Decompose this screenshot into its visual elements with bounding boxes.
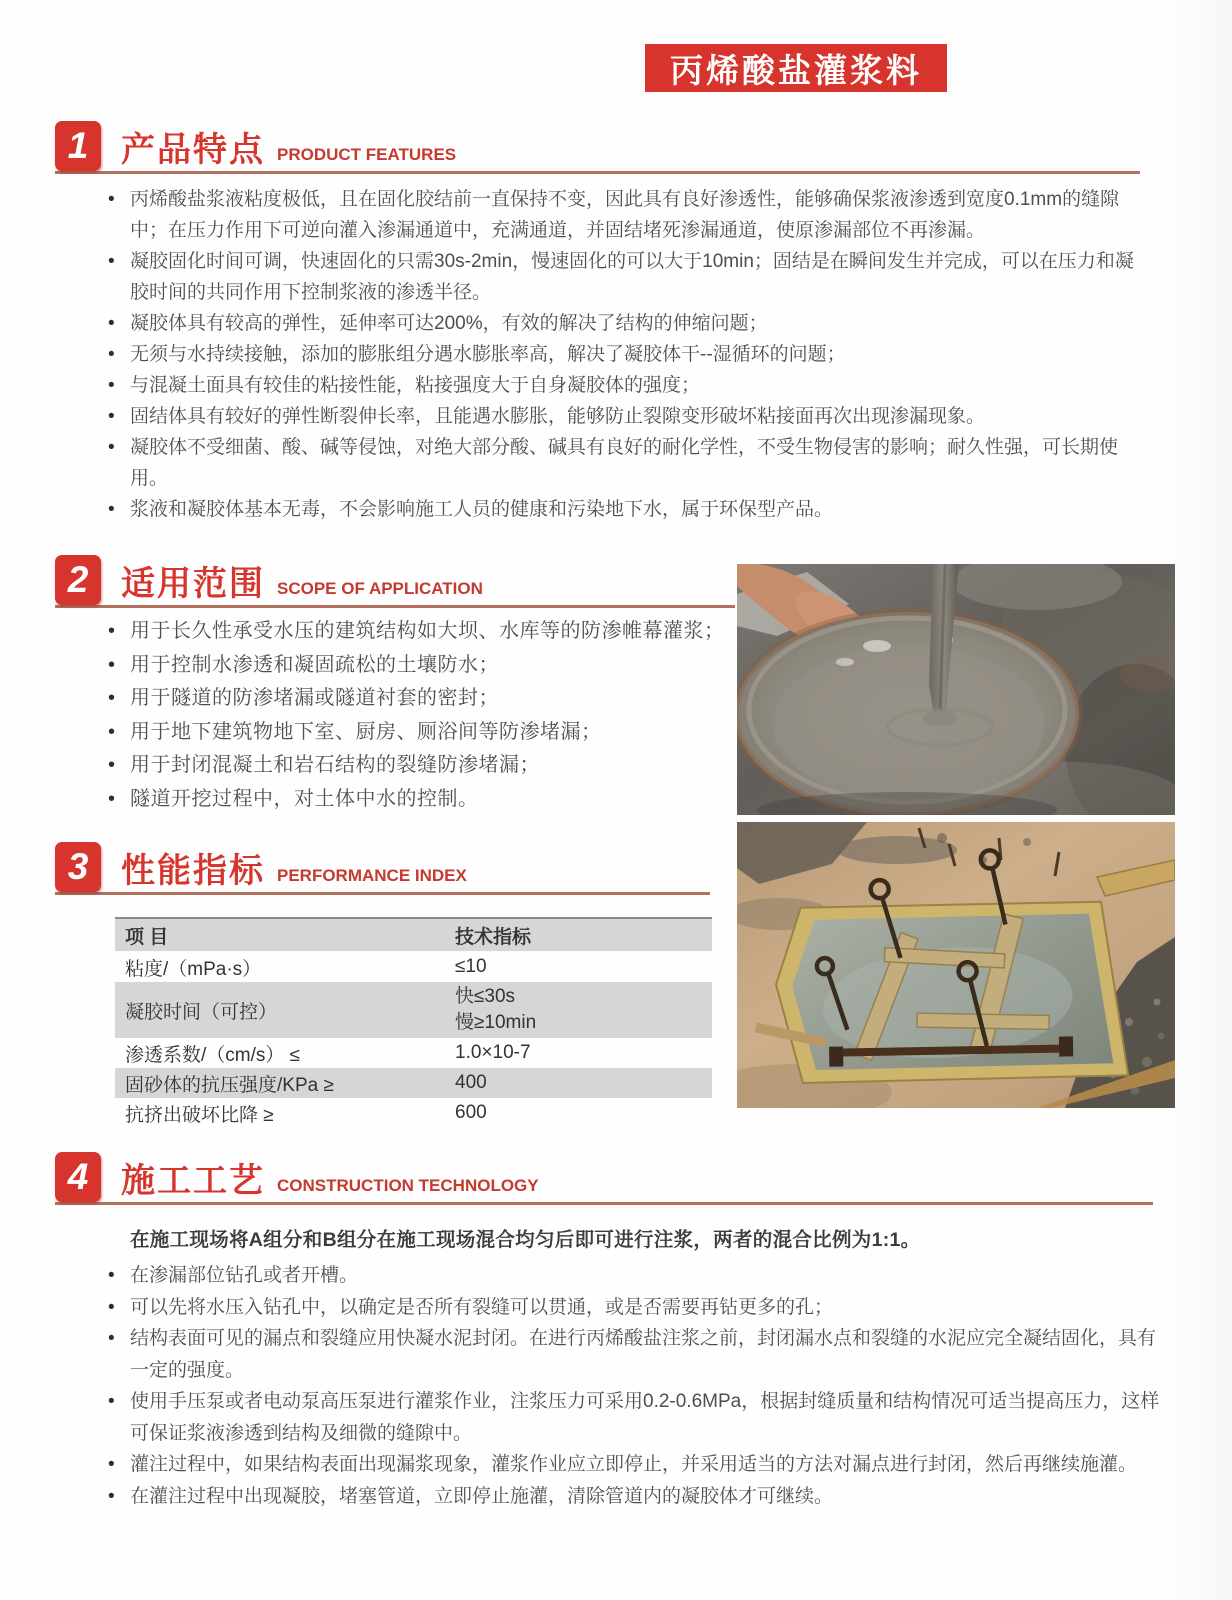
- section-number-badge: 3: [55, 842, 101, 892]
- table-cell-value: ≤10: [455, 956, 487, 977]
- section-subtitle-en: PRODUCT FEATURES: [277, 145, 457, 164]
- product-features-list: [105, 184, 1147, 525]
- table-row: [115, 982, 712, 1038]
- table-header-value: 技术指标: [455, 926, 532, 948]
- bullet-item: • 用于地下建筑物地下室、厨房、厕浴间等防渗堵漏；: [105, 716, 733, 750]
- product-title-banner: 丙烯酸盐灌浆料: [645, 44, 947, 92]
- table-cell-value: 600: [455, 1102, 487, 1123]
- section-subtitle-en: CONSTRUCTION TECHNOLOGY: [277, 1176, 539, 1195]
- performance-index-table: [115, 917, 712, 1128]
- bullet-item: • 凝胶固化时间可调，快速固化的只需30s-2min，慢速固化的可以大于10min；固结是在瞬间发生并完成，可以在压力和凝胶时间的共同作用下控制浆液的渗透半径。: [105, 246, 1147, 308]
- bullet-item: • 用于控制水渗透和凝固疏松的土壤防水；: [105, 649, 733, 683]
- bullet-item: • 结构表面可见的漏点和裂缝应用快凝水泥封闭。在进行丙烯酸盐注浆之前，封闭漏水点和裂缝的水泥应完全凝结固化，具有一定的强度。: [105, 1323, 1173, 1386]
- table-cell-item: 凝胶时间（可控）: [125, 1001, 278, 1023]
- table-row: [115, 1098, 712, 1128]
- bullet-item: • 丙烯酸盐浆液粘度极低，且在固化胶结前一直保持不变，因此具有良好渗透性，能够确保浆液渗透到宽度0.1mm的缝隙中；在压力作用下可逆向灌入渗漏通道中，充满通道，并固结堵死渗漏通道，使原渗漏部位不再渗漏。: [105, 184, 1147, 246]
- grout-mixing-photo: [737, 564, 1175, 815]
- table-cell-item: 抗挤出破坏比降 ≥: [125, 1104, 274, 1126]
- bullet-item: • 固结体具有较好的弹性断裂伸长率，且能遇水膨胀，能够防止裂隙变形破坏粘接面再次出现渗漏现象。: [105, 401, 1147, 432]
- bullet-item: • 灌注过程中，如果结构表面出现漏浆现象，灌浆作业应立即停止，并采用适当的方法对漏点进行封闭，然后再继续施灌。: [105, 1449, 1173, 1481]
- table-row: [115, 1068, 712, 1098]
- section-number-badge: 1: [55, 121, 101, 171]
- table-row: [115, 952, 712, 982]
- table-cell-value: [455, 984, 712, 1036]
- section-header-construction: [55, 1151, 1153, 1205]
- section-header-performance: [55, 841, 710, 895]
- value-line-slow: 慢≥10min: [455, 1012, 537, 1033]
- bullet-item: • 在渗漏部位钻孔或者开槽。: [105, 1260, 1173, 1292]
- table-row: [115, 1038, 712, 1068]
- table-cell-value: 400: [455, 1072, 487, 1093]
- bullet-item: • 用于隧道的防渗堵漏或隧道衬套的密封；: [105, 682, 733, 716]
- bullet-item: • 无须与水持续接触，添加的膨胀组分遇水膨胀率高，解决了凝胶体干--湿循环的问题；: [105, 339, 1147, 370]
- bullet-item: • 在灌注过程中出现凝胶，堵塞管道，立即停止施灌，清除管道内的凝胶体才可继续。: [105, 1481, 1173, 1513]
- bullet-item: • 凝胶体不受细菌、酸、碱等侵蚀，对绝大部分酸、碱具有良好的耐化学性，不受生物侵害的影响；耐久性强，可长期使用。: [105, 432, 1147, 494]
- section-title: 产品特点: [121, 131, 265, 169]
- section-header-scope: [55, 554, 735, 608]
- section-subtitle-en: SCOPE OF APPLICATION: [277, 579, 483, 598]
- bullet-item: • 隧道开挖过程中，对土体中水的控制。: [105, 783, 733, 817]
- table-header-item: 项 目: [125, 926, 169, 948]
- section-title: 性能指标: [121, 852, 265, 890]
- construction-intro-text: 在施工现场将A组分和B组分在施工现场混合均匀后即可进行注浆，两者的混合比例为1:1。: [130, 1229, 921, 1251]
- table-header-row: [115, 919, 712, 952]
- bullet-item: • 用于长久性承受水压的建筑结构如大坝、水库等的防渗帷幕灌浆；: [105, 615, 733, 649]
- section-number-badge: 2: [55, 555, 101, 605]
- bullet-item: • 与混凝土面具有较佳的粘接性能，粘接强度大于自身凝胶体的强度；: [105, 370, 1147, 401]
- construction-steps-list: [105, 1260, 1173, 1512]
- section-number-badge: 4: [55, 1152, 101, 1202]
- bullet-item: • 使用手压泵或者电动泵高压泵进行灌浆作业，注浆压力可采用0.2-0.6MPa，根据封缝质量和结构情况可适当提高压力，这样可保证浆液渗透到结构及细微的缝隙中。: [105, 1386, 1173, 1449]
- bullet-item: • 用于封闭混凝土和岩石结构的裂缝防渗堵漏；: [105, 749, 733, 783]
- table-cell-value: 1.0×10-7: [455, 1042, 531, 1063]
- table-cell-item: 粘度/（mPa·s）: [125, 958, 262, 980]
- section-title: 适用范围: [121, 565, 265, 603]
- scope-list: [105, 615, 733, 816]
- formwork-grouting-photo: [737, 822, 1175, 1108]
- table-cell-item: 固砂体的抗压强度/KPa ≥: [125, 1074, 334, 1096]
- bullet-item: • 浆液和凝胶体基本无毒，不会影响施工人员的健康和污染地下水，属于环保型产品。: [105, 494, 1147, 525]
- table-cell-item: 渗透系数/（cm/s） ≤: [125, 1044, 301, 1066]
- section-subtitle-en: PERFORMANCE INDEX: [277, 866, 467, 885]
- bullet-item: • 凝胶体具有较高的弹性，延伸率可达200%，有效的解决了结构的伸缩问题；: [105, 308, 1147, 339]
- section-header-product-features: [55, 120, 1140, 174]
- value-line-fast: 快≤30s: [455, 986, 516, 1007]
- bullet-item: • 可以先将水压入钻孔中，以确定是否所有裂缝可以贯通，或是否需要再钻更多的孔；: [105, 1292, 1173, 1324]
- section-title: 施工工艺: [121, 1162, 265, 1200]
